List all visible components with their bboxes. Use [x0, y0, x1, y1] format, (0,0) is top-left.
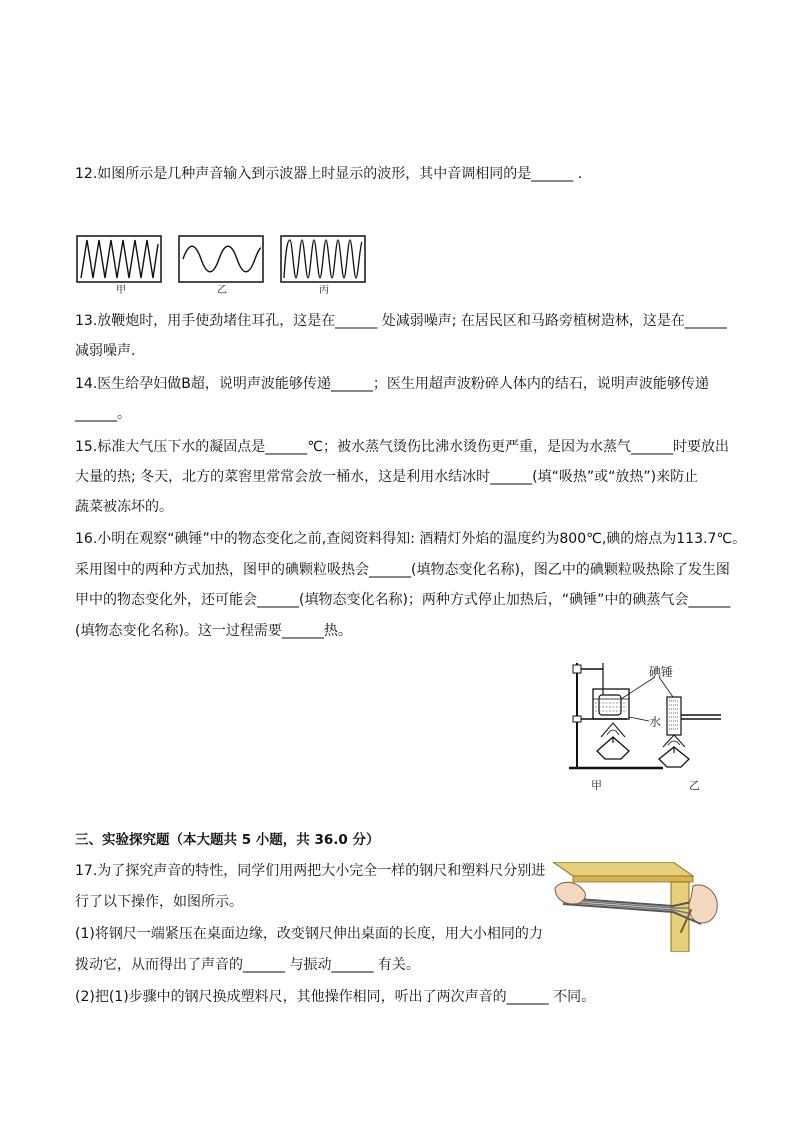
section-heading: 三、实验探究题（本大题共 5 小题，共 36.0 分）: [75, 832, 380, 848]
q17-line5: (2)把(1)步骤中的钢尺换成塑料尺，其他操作相同，听出了两次声音的______ 不同。: [75, 989, 596, 1005]
ruler-drawing: [553, 862, 719, 952]
waveform-yi: [183, 246, 261, 272]
q14-line2: ______。: [75, 406, 131, 422]
q16-line3: 甲中的物态变化外，还可能会______(填物态变化名称)；两种方式停止加热后，“碘锤”中的碘蒸气会______: [75, 592, 731, 608]
caption-jia: 甲: [116, 285, 126, 296]
q12-text: 12.如图所示是几种声音输入到示波器上时显示的波形，其中音调相同的是______ .: [75, 166, 583, 182]
label-yi: 乙: [689, 779, 700, 792]
q16-line4: (填物态变化名称)。这一过程需要______热。: [75, 623, 352, 639]
q17-line1: 17.为了探究声音的特性，同学们用两把大小完全一样的钢尺和塑料尺分别进: [75, 863, 546, 879]
q17-line4: 拨动它，从而得出了声音的______ 与振动______ 有关。: [75, 957, 420, 973]
q16-line1: 16.小明在观察“碘锤”中的物态变化之前,查阅资料得知: 酒精灯外焰的温度约为800℃,碘的熔点为113.7℃。: [75, 531, 747, 547]
caption-bing: 丙: [319, 285, 329, 296]
caption-yi: 乙: [217, 285, 227, 296]
q15-line3: 蔬菜被冻坏的。: [75, 499, 173, 515]
q17-line2: 行了以下操作，如图所示。: [75, 894, 243, 910]
apparatus-drawing: [563, 655, 733, 795]
waveform-bing: [284, 240, 362, 278]
label-water: 水: [649, 715, 662, 729]
label-iodine-hammer: 碘锤: [649, 665, 674, 679]
label-jia: 甲: [591, 779, 602, 792]
q16-line2: 采用图中的两种方式加热，图甲的碘颗粒吸热会______(填物态变化名称)，图乙中的碘颗粒吸热除了发生图: [75, 562, 730, 578]
q13-line2: 减弱噪声.: [75, 343, 136, 359]
iodine-hammer-figure: [563, 655, 733, 795]
q15-line2: 大量的热; 冬天，北方的菜窖里常常会放一桶水，这是利用水结冰时______(填“吸热”或“放热”)来防止: [75, 469, 699, 485]
waveform-figure: [76, 234, 366, 300]
waveform-jia: [81, 240, 158, 278]
q13-line1: 13.放鞭炮时，用手使劲堵住耳孔，这是在______ 处减弱噪声; 在居民区和马路旁植树造林，这是在______: [75, 313, 727, 329]
q14-line1: 14.医生给孕妇做B超，说明声波能够传递______；医生用超声波粉碎人体内的结石，说明声波能够传递: [75, 376, 709, 392]
ruler-table-figure: [553, 862, 719, 952]
q15-line1: 15.标准大气压下水的凝固点是______℃；被水蒸气烫伤比沸水烫伤更严重，是因为水蒸气______时要放出: [75, 439, 729, 455]
waveform-box-yi: [179, 236, 263, 282]
q17-line3: (1)将钢尺一端紧压在桌面边缘，改变钢尺伸出桌面的长度，用大小相同的力: [75, 926, 543, 942]
